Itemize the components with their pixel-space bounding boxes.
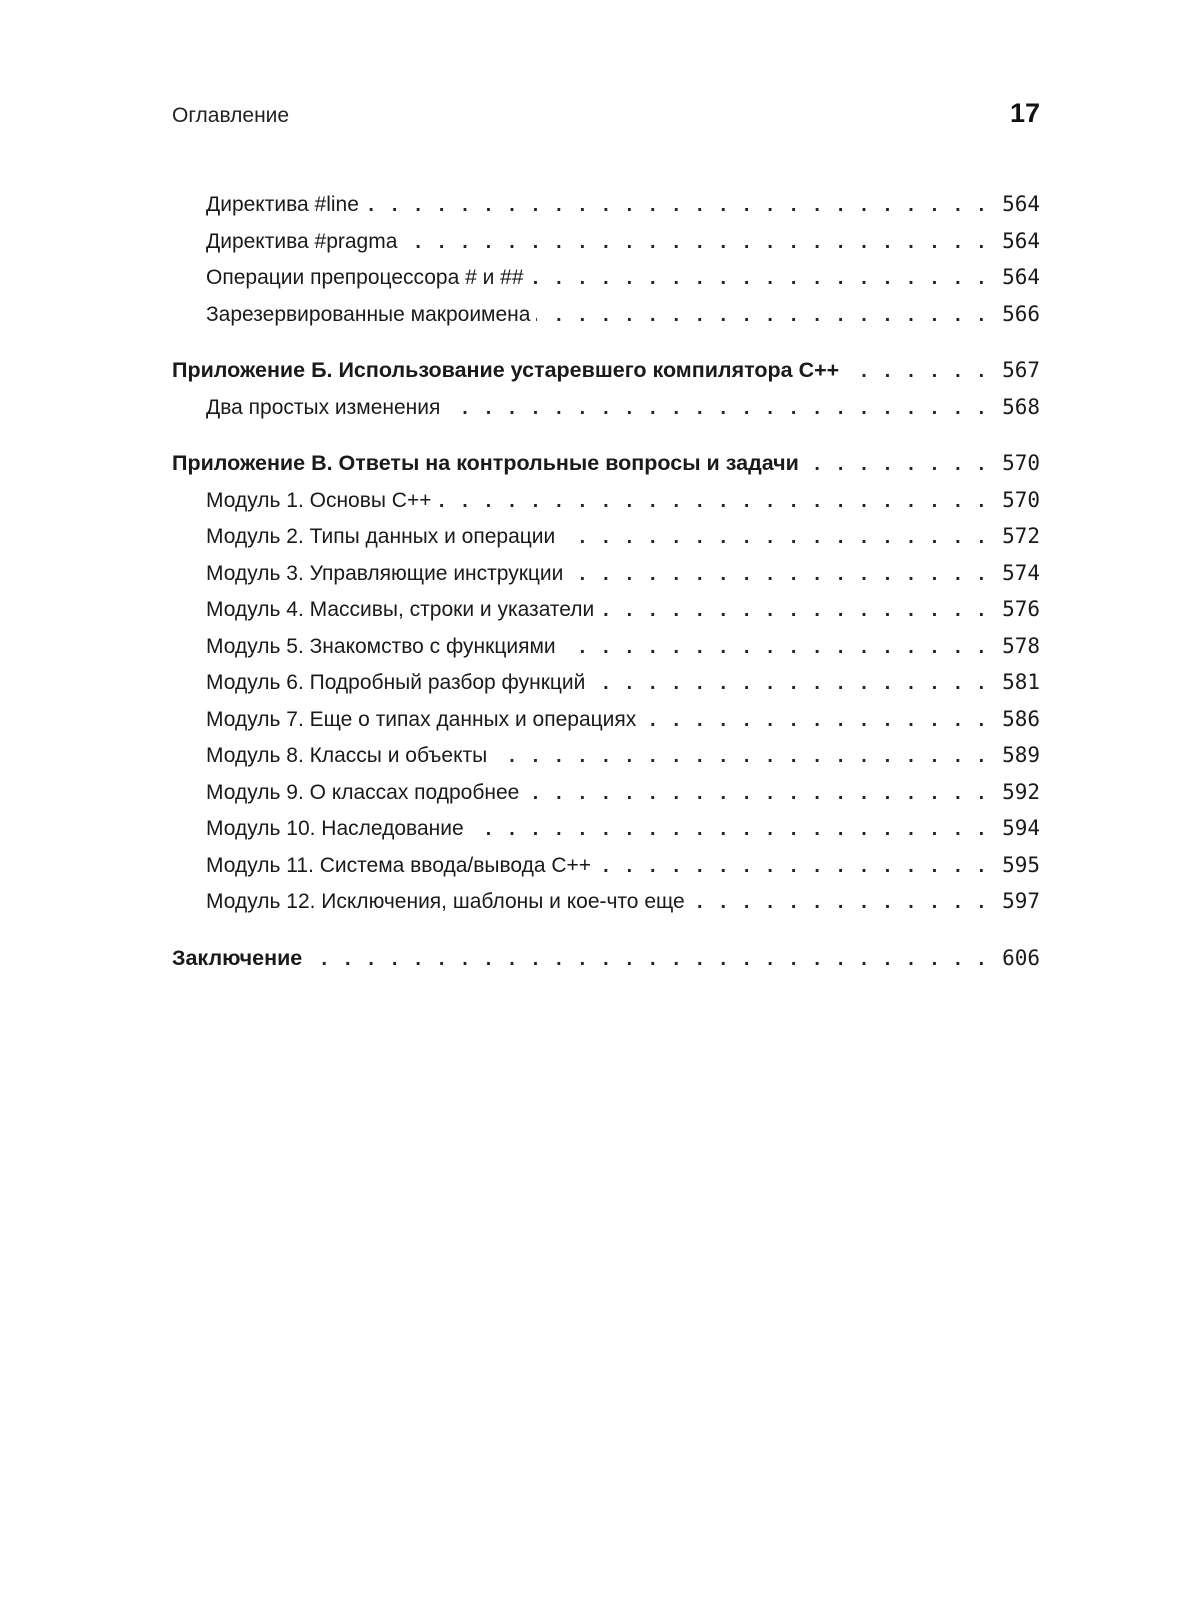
- dot-leader: [562, 630, 988, 667]
- table-of-contents: [172, 186, 1040, 996]
- toc-entry-title: Зарезервированные макроимена: [206, 302, 531, 326]
- page-number: 17: [1009, 98, 1040, 128]
- toc-entry-page: 574: [1002, 560, 1040, 585]
- dot-leader: [525, 776, 988, 813]
- toc-entry-page: 589: [1002, 743, 1040, 767]
- toc-entry-page: 568: [1002, 394, 1040, 419]
- toc-entry: [172, 591, 1040, 628]
- toc-entry-page: 594: [1002, 816, 1040, 840]
- dot-leader: [308, 942, 988, 979]
- toc-entry-page: 566: [1002, 301, 1040, 326]
- toc-entry-title: Директива #line: [206, 193, 359, 216]
- dot-leader: [493, 739, 988, 776]
- toc-entry-page: 595: [1002, 852, 1040, 877]
- toc-entry: [172, 389, 1040, 426]
- dot-leader: [805, 447, 988, 484]
- toc-entry: [172, 701, 1040, 738]
- toc-entry-page: 564: [1002, 192, 1040, 216]
- toc-group: [172, 445, 1040, 920]
- toc-entry: [172, 482, 1040, 519]
- toc-entry-title: Операции препроцессора # и ##: [206, 266, 524, 289]
- toc-entry-title: Модуль 1. Основы С++: [206, 488, 432, 512]
- toc-entry-title: Два простых изменения: [206, 395, 441, 419]
- toc-entry: [172, 774, 1040, 811]
- toc-entry: [172, 296, 1040, 333]
- toc-entry-title: Модуль 3. Управляющие инструкции: [206, 561, 564, 585]
- toc-group: [172, 186, 1040, 332]
- toc-entry-title: Модуль 7. Еще о типах данных и операциях: [206, 707, 637, 731]
- toc-entry-title: Модуль 6. Подробный разбор функций: [206, 671, 586, 694]
- dot-leader: [561, 520, 988, 557]
- toc-entry: [172, 555, 1040, 592]
- dot-leader: [845, 354, 988, 391]
- toc-entry: [172, 883, 1040, 920]
- toc-entry-page: 576: [1002, 597, 1040, 621]
- dot-leader: [530, 261, 988, 298]
- dot-leader: [536, 298, 988, 335]
- toc-entry-title: Модуль 11. Система ввода/вывода С++: [206, 853, 592, 877]
- toc-chapter-page: 567: [1002, 358, 1040, 382]
- toc-entry-page: 564: [1002, 265, 1040, 289]
- toc-chapter-page: 606: [1002, 945, 1040, 970]
- toc-entry-title: Модуль 5. Знакомство с функциями: [206, 634, 556, 658]
- toc-entry: [172, 518, 1040, 555]
- toc-entry-page: 581: [1002, 670, 1040, 694]
- toc-entry-title: Модуль 12. Исключения, шаблоны и кое-что еще: [206, 890, 685, 913]
- dot-leader: [365, 188, 988, 225]
- toc-entry-title: Модуль 9. О классах подробнее: [206, 780, 520, 804]
- dot-leader: [403, 225, 988, 262]
- dot-leader: [446, 391, 988, 428]
- toc-entry: [172, 186, 1040, 223]
- toc-chapter-page: 570: [1002, 451, 1040, 475]
- toc-chapter-title: Заключение: [172, 945, 303, 970]
- toc-entry: [172, 628, 1040, 665]
- toc-entry-page: 586: [1002, 706, 1040, 731]
- toc-entry-title: Модуль 2. Типы данных и операции: [206, 525, 556, 548]
- toc-entry-page: 570: [1002, 487, 1040, 512]
- toc-entry: [172, 259, 1040, 296]
- toc-chapter-heading: [172, 445, 1040, 482]
- dot-leader: [569, 557, 988, 594]
- toc-entry-page: 597: [1002, 889, 1040, 913]
- toc-group: [172, 352, 1040, 425]
- toc-entry-title: Директива #pragma: [206, 229, 398, 253]
- toc-entry-page: 572: [1002, 524, 1040, 548]
- toc-entry-title: Модуль 4. Массивы, строки и указатели: [206, 598, 595, 621]
- toc-entry-page: 578: [1002, 633, 1040, 658]
- toc-entry-page: 592: [1002, 779, 1040, 804]
- dot-leader: [591, 666, 988, 703]
- toc-entry: [172, 223, 1040, 260]
- dot-leader: [470, 812, 988, 849]
- dot-leader: [600, 593, 988, 630]
- toc-group: [172, 940, 1040, 977]
- dot-leader: [691, 885, 988, 922]
- dot-leader: [642, 703, 988, 740]
- toc-entry: [172, 737, 1040, 774]
- toc-entry-page: 564: [1002, 228, 1040, 253]
- toc-chapter-heading: [172, 940, 1040, 977]
- toc-chapter-heading: [172, 352, 1040, 389]
- dot-leader: [597, 849, 988, 886]
- toc-entry: [172, 847, 1040, 884]
- toc-entry: [172, 664, 1040, 701]
- toc-entry: [172, 810, 1040, 847]
- toc-chapter-title: Приложение В. Ответы на контрольные вопросы и задачи: [172, 451, 799, 475]
- toc-entry-title: Модуль 8. Классы и объекты: [206, 744, 488, 767]
- toc-chapter-title: Приложение Б. Использование устаревшего компилятора С++: [172, 358, 840, 382]
- dot-leader: [438, 484, 988, 521]
- running-head: Оглавление: [172, 104, 290, 127]
- toc-entry-title: Модуль 10. Наследование: [206, 817, 464, 840]
